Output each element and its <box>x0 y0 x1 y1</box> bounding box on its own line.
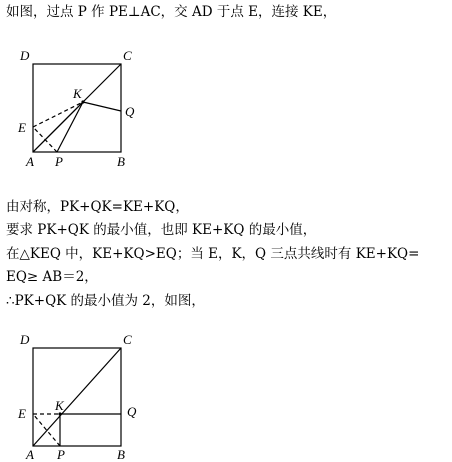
label-E: E <box>18 406 26 421</box>
label-A: A <box>26 154 34 169</box>
label-B: B <box>117 447 125 462</box>
segment-EK <box>33 102 83 127</box>
label-Q: Q <box>125 104 135 119</box>
text-line-3: 要求 PK+QK 的最小值，也即 KE+KQ 的最小值， <box>6 222 317 238</box>
label-C: C <box>123 332 132 347</box>
text-line-6: ∴PK+QK 的最小值为 2，如图， <box>6 293 205 309</box>
figure-2 <box>0 328 160 462</box>
label-K: K <box>73 86 82 101</box>
label-E: E <box>18 120 26 135</box>
label-D: D <box>20 332 30 347</box>
segment-AK <box>33 102 83 152</box>
label-P: P <box>57 447 65 462</box>
label-Q: Q <box>127 404 137 419</box>
label-D: D <box>20 48 30 63</box>
label-P: P <box>55 154 63 169</box>
figure-1 <box>0 40 160 174</box>
text-line-1: 如图，过点 P 作 PE⊥AC，交 AD 于点 E，连接 KE， <box>6 4 337 20</box>
segment-KQ <box>83 102 121 111</box>
text-line-5: EQ≥ AB＝2， <box>6 269 98 285</box>
text-line-2: 由对称，PK+QK=KE+KQ， <box>6 199 189 215</box>
point-K <box>81 100 84 103</box>
label-A: A <box>26 447 34 462</box>
label-C: C <box>123 48 132 63</box>
text-line-4: 在△KEQ 中，KE+KQ>EQ；当 E，K，Q 三点共线时有 KE+KQ= <box>6 246 420 262</box>
label-K: K <box>55 398 64 413</box>
diagonal-AC <box>33 348 121 446</box>
segment-PK <box>57 102 83 152</box>
label-B: B <box>117 154 125 169</box>
